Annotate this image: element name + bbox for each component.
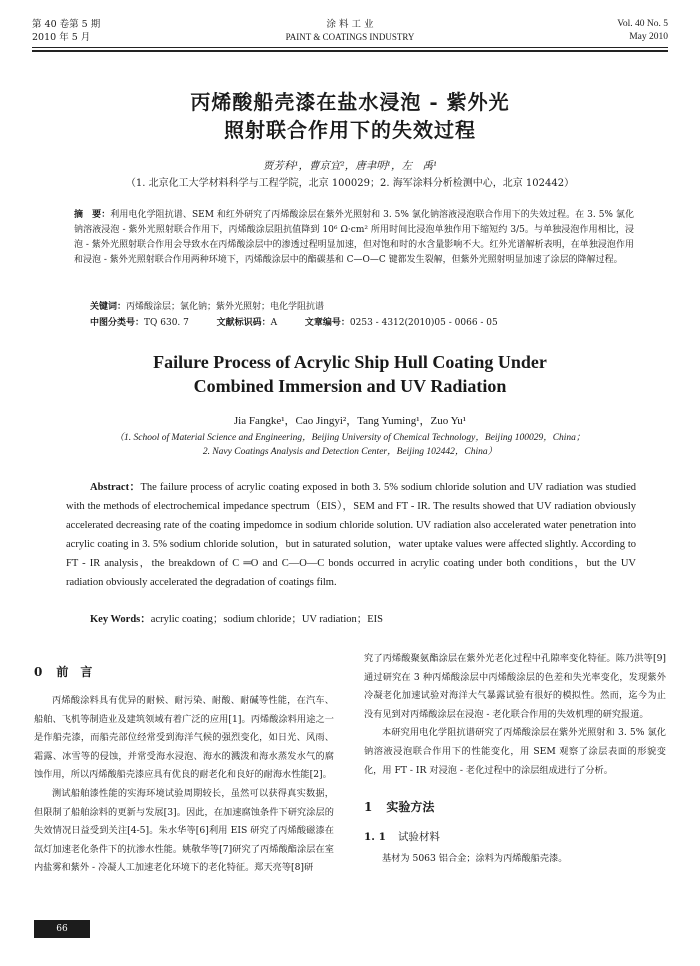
issue-volume: 第 40 卷第 5 期 — [32, 19, 101, 30]
keywords-en-text: acrylic coating；sodium chloride；UV radiation；EIS — [150, 614, 383, 625]
section-1-number: 1 — [364, 800, 373, 815]
title-en — [0, 350, 700, 398]
title-cn-line1: 丙烯酸船壳漆在盐水浸泡 - 紫外光 — [190, 90, 510, 114]
title-cn-line2: 照射联合作用下的失效过程 — [224, 118, 476, 142]
abstract-en — [66, 478, 636, 592]
article-no-value: 0253 - 4312(2010)05 - 0066 - 05 — [349, 318, 498, 328]
keywords-en — [90, 610, 636, 629]
subsection-1-1-heading — [364, 829, 666, 844]
authors-cn: 贾芳科¹，曹京宜²，唐聿明¹，左 禹¹ — [262, 160, 438, 172]
title-en-line2: Combined Immersion and UV Radiation — [193, 376, 507, 396]
section-0-title: 前 言 — [56, 665, 93, 679]
intro-paragraph-4: 本研究用电化学阻抗谱研究了丙烯酸涂层在紫外光照射和 3. 5% 氯化钠溶液浸泡联合作用下的性能变化，用 SEM 观察了涂层表面的形貌变化，用 FT - IR 对浸泡 - 老化过程中的涂层组成进行了分析。 — [364, 727, 666, 776]
abstract-cn-label: 摘 要： — [74, 210, 111, 220]
authors-en: Jia Fangke¹，Cao Jingyi²，Tang Yuming¹，Zuo Yu¹ — [233, 415, 467, 427]
affiliation-en — [40, 431, 660, 459]
title-cn — [0, 88, 700, 144]
header-rule — [32, 47, 668, 48]
abstract-cn-text: 利用电化学阻抗谱、SEM 和红外研究了丙烯酸涂层在紫外光照射和 3. 5% 氯化钠溶液浸泡联合作用下的失效过程。在 3. 5% 氯化钠溶液浸泡 - 紫外光照射联合作用下，丙烯酸涂层阻抗值降到 10⁶ Ω·cm² 所用时间比浸泡单独作用下缩短约 3/5。与单独浸泡作用相比，浸泡 - 紫外光照射联合作用会导致水在丙烯酸涂层中的渗透过程明显加速，但对饱和时的水含量影响不大。红外光谱解析表明，在单独浸泡作用和浸泡 - 紫外光照射联合作用两种环境下，丙烯酸涂层中的酯碳基和 C—O—C 键都发生裂解，但紫外光照射明显加速了涂层的降解过程。 — [74, 210, 634, 265]
header-rule-thick — [32, 50, 668, 52]
affiliation-en-line1: （1. School of Material Science and Engineering，Beijing University of Chemical Technology，Beijing 100029，China； — [114, 433, 586, 443]
subsection-1-1-title: 试验材料 — [397, 831, 440, 844]
article-no-label: 文章编号： — [304, 318, 350, 328]
section-1-title: 实验方法 — [386, 800, 435, 815]
clc-label: 中图分类号： — [90, 318, 145, 328]
journal-name-cn: 涂 料 工 业 — [326, 19, 374, 30]
subsection-1-1-number: 1. 1 — [364, 831, 386, 844]
abstract-en-text: The failure process of acrylic coating exposed in both 3. 5% sodium chloride solution and UV radiation was studied with the methods of electrochemical impedance spectrum（EIS），SEM and FT - IR. The results showed that UV radiation obviously accelerated decreasing rate of the coating impedomce in sodium chloride solution. UV radiation also accelerated water penetration into acrylic coating in 3. 5% sodium chloride solution，but in saturated solution，water uptake values were affected slightly. According to FT - IR analysis，the breakdown of C ═O and C—O—C bonds occurred in acrylic coating under both conditions，but the UV radiation obviously accelerated the degradation of coatings film. — [66, 482, 636, 588]
right-column — [364, 650, 666, 869]
journal-volume-en — [617, 18, 668, 44]
classification — [90, 316, 630, 331]
affiliation-cn: （1. 北京化工大学材料科学与工程学院，北京 100029；2. 海军涂料分析检测中心，北京 102442） — [125, 178, 575, 189]
section-0-heading — [34, 663, 334, 680]
abstract-en-label: Abstract： — [90, 482, 141, 493]
journal-issue — [32, 18, 100, 44]
keywords-cn-label: 关键词： — [90, 302, 127, 312]
clc-value: TQ 630. 7 — [144, 318, 189, 328]
doc-code-value: A — [270, 318, 278, 328]
title-en-line1: Failure Process of Acrylic Ship Hull Coating Under — [153, 352, 547, 372]
keywords-en-label: Key Words： — [90, 614, 151, 625]
section-0-number: 0 — [34, 665, 43, 679]
section-1-heading — [364, 798, 666, 815]
intro-paragraph-3: 究了丙烯酸聚氨酯涂层在紫外光老化过程中孔隙率变化特征。陈乃洪等[9]通过研究在 3 种丙烯酸涂层中丙烯酸涂层的色差和失光率变化，发现紫外冷凝老化加速试验对海洋大气暴露试验有很好的模拟性。然而，迄今为止没有见到对丙烯酸涂层在浸泡 - 老化联合作用的失效机理的研究报道。 — [364, 653, 666, 720]
intro-paragraph-1: 丙烯酸涂料具有优异的耐候、耐污染、耐酸、耐碱等性能，在汽车、船舶、飞机等制造业及建筑领域有着广泛的应用[1]。丙烯酸涂料用途之一是作船壳漆，而船壳部位经常受到海洋气候的强烈变化，如日光、风雨、霜露、冰雪等的侵蚀，并常受海水浸泡、海水的溅泼和海水蒸发水气的腐蚀作用，所以丙烯酸船壳漆应具有优良的耐老化和良好的耐海水性能[2]。 — [34, 695, 334, 781]
abstract-cn — [74, 208, 634, 268]
volume-en: Vol. 40 No. 5 — [617, 19, 668, 29]
date-en: May 2010 — [629, 32, 668, 42]
materials-text: 基材为 5063 铝合金；涂料为丙烯酸船壳漆。 — [382, 853, 568, 865]
affiliation-en-line2: 2. Navy Coatings Analysis and Detection Center，Beijing 102442，China） — [202, 447, 498, 457]
keywords-cn-text: 丙烯酸涂层；氯化钠；紫外光照射；电化学阻抗谱 — [126, 302, 325, 312]
page-number: 66 — [34, 920, 90, 938]
keywords-cn — [90, 300, 630, 315]
journal-name-en: PAINT & COATINGS INDUSTRY — [285, 32, 415, 42]
left-column — [34, 663, 334, 878]
journal-name — [250, 18, 450, 44]
doc-code-label: 文献标识码： — [216, 318, 271, 328]
issue-date: 2010 年 5 月 — [32, 32, 91, 43]
intro-paragraph-2: 测试船舶漆性能的实海环境试验周期较长，虽然可以获得真实数据，但限制了船舶涂料的更新与发展[3]。因此，在加速腐蚀条件下研究涂层的失效情况日益受到关注[4-5]。朱水华等[6]利用 EIS 研究了丙烯酸磁漆在氙灯加速老化条件下的抗渗水性能。姚敬华等[7]研究了丙烯酸酯涂层在室内盐雾和紫外 - 冷凝人工加速老化环境下的老化特征。郑天亮等[8]研 — [34, 787, 334, 874]
